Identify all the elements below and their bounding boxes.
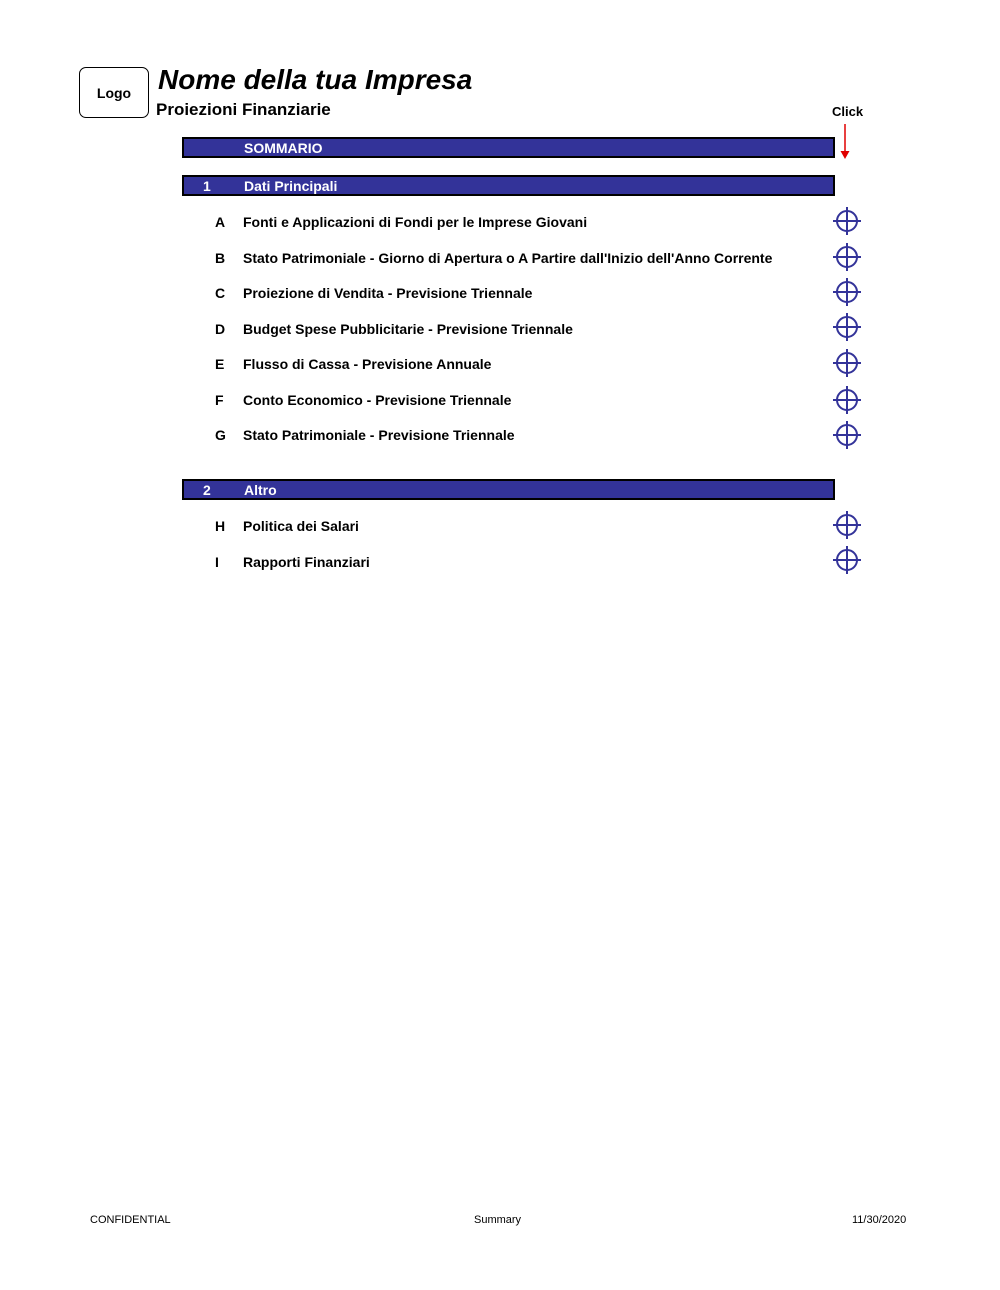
crosshair-icon[interactable] <box>832 545 862 575</box>
item-letter-h: H <box>215 518 226 534</box>
item-letter-c: C <box>215 285 226 301</box>
logo-label: Logo <box>96 84 132 101</box>
footer-date: 11/30/2020 <box>852 1214 907 1226</box>
item-letter-i: I <box>215 554 219 570</box>
item-label-g: Stato Patrimoniale - Previsione Triennale <box>243 427 515 443</box>
summary-title: SOMMARIO <box>244 140 323 156</box>
item-label-f: Conto Economico - Previsione Triennale <box>243 392 512 408</box>
crosshair-icon[interactable] <box>832 206 862 236</box>
company-name: Nome della tua Impresa <box>158 64 473 95</box>
document-subtitle: Proiezioni Finanziarie <box>156 100 331 119</box>
footer-confidential: CONFIDENTIAL <box>90 1214 171 1226</box>
item-letter-g: G <box>215 427 226 443</box>
item-label-c: Proiezione di Vendita - Previsione Triennale <box>243 285 533 301</box>
click-hint-label: Click <box>832 104 864 119</box>
section-title: Dati Principali <box>244 178 338 194</box>
crosshair-icon[interactable] <box>832 242 862 272</box>
section-number: 1 <box>203 178 211 194</box>
item-label-a: Fonti e Applicazioni di Fondi per le Imprese Giovani <box>243 214 588 230</box>
item-letter-d: D <box>215 321 226 337</box>
item-label-d: Budget Spese Pubblicitarie - Previsione Triennale <box>243 321 573 337</box>
footer-sheet-name: Summary <box>474 1214 522 1226</box>
section-number: 2 <box>203 482 211 498</box>
arrow-down-icon <box>839 124 851 160</box>
item-label-b: Stato Patrimoniale - Giorno di Apertura o A Partire dall'Inizio dell'Anno Corrente <box>243 250 773 266</box>
crosshair-icon[interactable] <box>832 385 862 415</box>
item-label-e: Flusso di Cassa - Previsione Annuale <box>243 356 492 372</box>
section-header-1 <box>182 175 835 196</box>
item-letter-f: F <box>215 392 224 408</box>
summary-header-bar <box>182 137 835 158</box>
item-letter-a: A <box>215 214 226 230</box>
crosshair-icon[interactable] <box>832 312 862 342</box>
item-letter-e: E <box>215 356 225 372</box>
crosshair-icon[interactable] <box>832 510 862 540</box>
section-title: Altro <box>244 482 277 498</box>
item-label-h: Politica dei Salari <box>243 518 359 534</box>
crosshair-icon[interactable] <box>832 277 862 307</box>
item-label-i: Rapporti Finanziari <box>243 554 370 570</box>
item-letter-b: B <box>215 250 226 266</box>
crosshair-icon[interactable] <box>832 348 862 378</box>
logo-placeholder <box>79 67 149 118</box>
crosshair-icon[interactable] <box>832 420 862 450</box>
section-header-2 <box>182 479 835 500</box>
